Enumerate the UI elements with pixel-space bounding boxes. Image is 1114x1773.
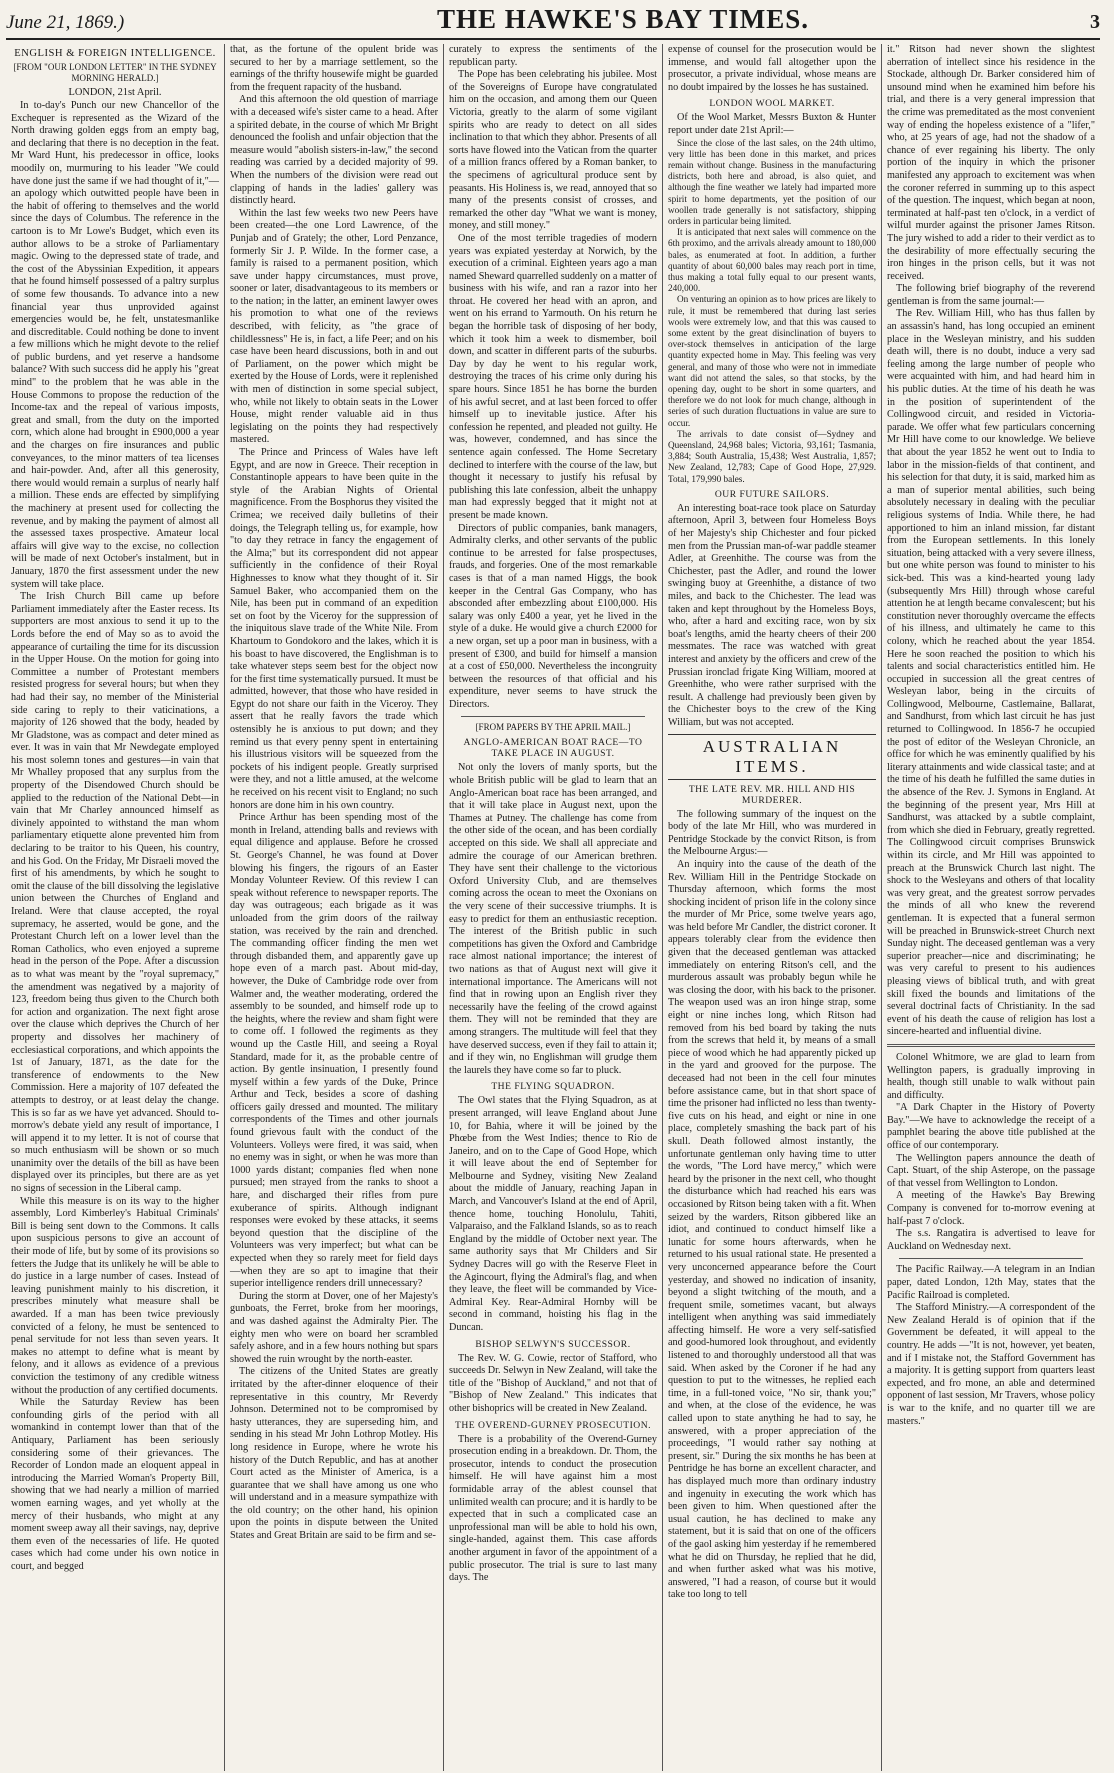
column-4 [663,44,882,1771]
article-paragraph: Of the Wool Market, Messrs Buxton & Hunter report under date 21st April:— [668,112,876,136]
divider [461,716,645,717]
article-heading: OUR FUTURE SAILORS. [714,488,830,500]
article-paragraph: The arrivals to date consist of—Sydney and Queensland, 24,968 bales; Victoria, 93,161; Tasmania, 3,884; South Australia, 15,438; West Australia, 1,857; New Zealand, 12,783; Cape of Good Hope, 27,929. Total, 179,990 bales. [668,428,876,484]
source-note: [FROM "OUR LONDON LETTER" IN THE SYDNEY MORNING HERALD.] [13,62,217,83]
article-paragraph: While this measure is on its way to the higher assembly, Lord Kimberley's Habitual Criminals' Bill is being sent down to the Commons. It calls upon suspicious persons to give an account of their mode of life, but by some of its provisions so fetters the Judge that its unlikely he will be able to do justice in a large number of cases. Instead of leaving punishment mainly to his discretion, it prescribes minutely what measure shall be awarded. If a man has been twice previously convicted of a felony, he must be sentenced to penal servitude for not less than seven years. It makes no attempt to define what is meant by felony, and it allows as evidence of a previous conviction the testimony of any credible witness without the production of any certified documents. [11,1195,219,1396]
article-paragraph: The following brief biography of the reverend gentleman is from the same journal:— [887,283,1095,307]
article-heading: THE LATE REV. MR. HILL AND HIS MURDERER. [688,783,856,806]
article-paragraph: The Prince and Princess of Wales have left Egypt, and are now in Greece. Their reception in Constantinople appears to have been quite in the style of the Arabian Nights of Oriental magnificence. From the Bosphorus they visited the Crimea; we received daily bulletins of their doings, the Telegraph telling us, for example, how "to day they retrace in fancy the engagement of the Alma;" but its correspondent did not appear sufficiently in the confidence of their Royal Highnesses to know what they thought of it. Sir Samuel Baker, who accompanied them on the Nile, has been put in command of an expedition set on foot by the Viceroy for the suppression of the iniquitous slave trade of the White Nile. From Khartoum to Gondokoro and the lakes, which it is his boast to have discovered, the Englishman is to take whatever steps seem best for the object now for the first time systematically pursued. It must be admitted, however, that those who have resided in Egypt do not share our faith in the Viceroy. They assert that he really favors the trade which ostensibly he is anxious to put down; and they remind us that every penny spent in entertaining his illustrious visitors will be squeezed from the pockets of his indigent people. Greatly surprised were they, and not a little amused, at the welcome he received on his recent visit to England; no such honors are done him in his own country. [230,447,438,811]
column-5 [882,44,1100,1771]
news-item: The s.s. Rangatira is advertised to leave for Auckland on Wednesday next. [887,1228,1095,1252]
article-paragraph: The Pope has been celebrating his jubilee. Most of the Sovereigns of Europe have congratulated him on the occasion, and among them our Queen Victoria, greatly to the alarm of some vigilant spirits who are ready to detect on all sides inclination to that which they abhor. Presents of all sorts have flowed into the Vatican from the quarter of a million francs offered by a Roman banker, to the specimens of agricultural produce sent by peasants. His Holiness is, we read, annoyed that so many of the presents consist of crosses, and remarked the other day "What we want is money, money, and still money." [449,69,657,232]
article-paragraph: it." Ritson had never shown the slightest aberration of intellect since his residence in the Stockade, although Dr. Barker considered him of unsound mind when he examined him before his trial, and there is a very general impression that the crime was premeditated as the most convenient way of ending the hopeless existence of a "lifer," who, at 25 years of age, had not the shadow of a chance of ever regaining his liberty. The only portion of the inquiry in which the prisoner manifested any approach to excitement was when the coroner referred in summing up to this aspect of the question. The inquest, which began at noon, terminated at half-past ten o'clock, in a verdict of wilful murder against the prisoner James Ritson. The jury wished to add a rider to their verdict as to the desirability of more effectually securing the iron hinges in the prison cells, but it was not received. [887,44,1095,282]
article-paragraph: The Owl states that the Flying Squadron, as at present arranged, will leave England about June 10, for Bahia, where it will be joined by the Phœbe from the West Indies; thence to Rio de Janeiro, and on to the Cape of Good Hope, which it will leave about the end of September for Melbourne and Sydney, visiting New Zealand about the middle of January, reaching Japan in March, and Vancouver's Island at the end of April, thence home, touching Honolulu, Tahiti, Valparaiso, and the Falkland Islands, so as to reach England by the middle of October next year. The same authority says that Mr Childers and Sir Sydney Dacres will go with the Reserve Fleet in the Agincourt, flying the Admiral's flag, and when they leave, the fleet will be commanded by Vice-Admiral Key. Rear-Admiral Hornby will be second in command, hoisting his flag in the Duncan. [449,1095,657,1333]
article-paragraph: The following summary of the inquest on the body of the late Mr Hill, who was murdered in Pentridge Stockade by the convict Ritson, is from the Melbourne Argus:— [668,808,876,858]
article-paragraph: One of the most terrible tragedies of modern years was expiated yesterday at Norwich, by the execution of a criminal. Eighteen years ago a man named Sheward quarrelled suddenly on a matter of business with his wife, and ran a razor into her throat. He covered her head with an apron, and went on his errand to Yarmouth. On his return he began the horrible task of disposing of her body, which it took him a week to dismember, boil down, and scatter in different parts of the suburbs. Day by day he went to his regular work, destroying the traces of his crime only during his spare hours. Since 1851 he has borne the burden of his awful secret, and at last been forced to offer himself up to inevitable justice. After his confession he repented, and pleaded not guilty. He was, however, condemned, and has since the sentence again confessed. The Home Secretary declined to interfere with the course of the law, but thought it necessary to justify his refusal by publishing this late confession, albeit the unhappy man had expressly begged that it might not at present be made known. [449,232,657,521]
article-heading: THE OVEREND-GURNEY PROSECUTION. [454,1419,652,1431]
source-note: [FROM PAPERS BY THE APRIL MAIL.] [475,722,631,733]
article-paragraph: Within the last few weeks two new Peers have been created—the one Lord Lawrence, of the Punjab and of Grately; the other, Lord Penzance, formerly Sir J. P. Wilde. In the former case, a family is raised to a permanent position, which save under happy circumstances, must prove, sooner or later, disadvantageous to its members or to the nation; in the latter, an eminent lawyer owes his promotion to what one of the reviews described, with felicity, as "the grace of childlessness" He is, in fact, a life Peer; and on his case have been heard discussions, both in and out of Parliament, on the power which might be exerted by the House of Lords, were it replenished with men of distinction in some special subject, who, while not likely to obtain seats in the Lower House, might render valuable aid in thus legislating on the points they had respectively mastered. [230,207,438,446]
section-heading: AUSTRALIAN ITEMS. [668,734,876,780]
article-heading: BISHOP SELWYN'S SUCCESSOR. [475,1338,631,1350]
article-paragraph: The Rev. William Hill, who has thus fallen by an assassin's hand, has long occupied an eminent place in the Wesleyan ministry, and his sudden death will, there is no doubt, induce a very sad feeling among the large number of people who were acquainted with him, and had heard him in his public duties. At the time of his death he was in the position of superintendent of the Collingwood circuit, and resided in Victoria-parade. We offer what few particulars concerning Mr Hill have come to our knowledge. We believe that about the year 1852 he went out to India to labor in the mission-fields of that continent, and his selection for that duty, it is said, marked him as a man of superior mental abilities, such being absolutely necessary in dealing with the peculiar religious systems of India. While there, he had apportioned to him an inland mission, far distant from the European settlements. In this lonely situation, being attacked with a very severe illness, but one white person was found to minister to his sick-bed. This was a kind-hearted young lady (subsequently Mrs Hill) through whose careful attention he at length became convalescent; but his constitution never thoroughly overcame the effects of his illness, and ultimately he came to this colony, which he reached about the year 1854. Here he soon reached the position to which his talents and social characteristics entitled him. He occupied in succession all the great centres of Wesleyan labor, being in the circuits of Collingwood, Melbourne, Castlemaine, Ballarat, and Sandhurst, from which last circuit he has just returned to Collingwood. In 1856-7 he occupied the post of editor of the Wesleyan Chronicle, an office for which he was eminently qualified by his literary attainments and wide classical taste; and at the time of his death he fulfilled the same duties in the absence of the Rev. J. Symons in England. At the beginning of the present year, Mrs Hill at Sandhurst, was attacked by a subtle complaint, from which she died in February, greatly regretted. The Collingwood circuit comprises Brunswick within its circle, and Mr Hill was appointed to preach at the Brunswick Church last night. The shock to the Wesleyans and others of that locality was very great, and the greatest sorrow pervades the minds of all who knew the reverend gentleman. It is expected that a funeral sermon will be preached in Brunswick-street Church next Sunday night. The deceased gentleman was a very superior preacher—nice and discriminating; he was very careful to present to his audiences pleasing views of biblical truth, and with great skill fixed the bounds and limitations of the several doctrinal facts of Christianity. In the sad event of his death the cause of religion has lost a sincere-hearted and influential divine. [887,308,1095,1038]
article-paragraph: In to-day's Punch our new Chancellor of the Exchequer is represented as the Wizard of the North drawing golden eggs from an empty bag, and declaring that there is no deception in the feat. Mr Ward Hunt, his predecessor in office, looks moodily on, murmuring to his leader "We could have done just the same if we had thought of it,"—an apology which outwitted people have been in the habit of offering to themselves and the world since the days of Columbus. The reference in the cartoon is to Mr Lowe's Budget, which even its author allows to be a stroke of Parliamentary magic. Owing to the depressed state of trade, and the cost of the Abyssinian Expedition, it appears that he found himself possessed of a paltry surplus of some few thousands. To advance into a new financial year thus unprovided against emergencies would be, he felt, unstatesmanlike and discreditable. Could nothing be done to invent a few millions which he might devote to the relief of public burdens, and yet reserve a handsome balance? With such success did he apply his "great mind" to the problem that he was able in the House Commons to propose the reduction of the Income-tax and the repeal of various imposts, great and small, from the duty on the imported corn, which alone had brought in £900,000 a year and the charges on fire insurances and public conveyances, to the minor matters of tea licenses and hair-powder. And, after all this generosity, there would would remain a surplus of nearly half a million. These ends are effected by simplifying the machinery at present used for collecting the revenue, and by making the payment of almost all the assessed taxes prospective. Amateur local affairs will give way to the excise, no collection will be made of next October's instalment, but in January, 1870 the first assessment under the new system will take place. [11,100,219,590]
article-paragraph: that, as the fortune of the opulent bride was secured to her by a marriage settlement, so the earnings of the thrifty housewife might be guarded from the frequent rapacity of the husband. [230,44,438,93]
article-paragraph: During the storm at Dover, one of her Majesty's gunboats, the Ferret, broke from her moorings, and was dashed against the Admiralty Pier. The eighty men who were on board her scrambled safely ashore, and in a few hours nothing but spars showed the ruin wrought by the north-easter. [230,1290,438,1365]
article-paragraph: Prince Arthur has been spending most of the month in Ireland, attending balls and reviews with equal diligence and applause. Before he crossed St. George's Channel, he was found at Dover blowing his fingers, the rigours of an Easter Monday Volunteer Review. Of this review I can speak without reference to newspaper reports. The day was outrageous; each brigade as it was unloaded from the grim doors of the railway station, was received by the rain and drenched. The commanding officer finding the men wet through disbanded them, and apparently gave up hope even of a march past. About mid-day, however, the Duke of Cambridge rode over from Walmer and, the weather moderating, ordered the assembly to be sounded, and himself rode up to the heights, where the review and sham fight were to come off. I followed the regiments as they wound up the Castle Hill, and seeing a Royal Standard, made for it, as the probable centre of action. By gentle insinuation, I presently found myself within a few yards of the Duke, Prince Arthur and Teck, besides a score of dashing officers gaily dressed and mounted. The military correspondents of the Times and other journals found grievous fault with the conduct of the Volunteers. Volleys were fired, it was said, when no enemy was in sight, or when he was more than 1000 yards distant; companies fled when none pursued; men strayed from the ranks to shoot a hare, and discharged their rifles from pure exuberance of spirits. Although indignant responses were evoked by these attacks, it seems beyond question that the discipline of the Volunteers was very imperfect; but what can be expected when they so rarely meet for field days—when they are so apt to imagine that their superior intelligence renders drill unnecessary? [230,812,438,1290]
article-heading: ANGLO-AMERICAN BOAT RACE—TO TAKE PLACE IN AUGUST. [463,737,643,760]
divider [887,1044,1095,1047]
article-paragraph: Not only the lovers of manly sports, but the whole British public will be glad to learn that an Anglo-American boat race has been arranged, and that it will take place in August next, upon the Thames at Putney. The challenge has come from the other side of the ocean, and has been cordially accepted on this side. We shall all appreciate and admire the courage of our American brethren. They have sent their challenge to the victorious Oxford University Club, and are themselves coming across the ocean to meet the Oxonians on the very scene of their successive triumphs. It is easy to predict for them an enthusiastic reception. The interest of the British public in such competitions has given the Oxford and Cambridge race almost national importance; the interest of two nations as that of August next will give it international importance. The Americans will not find that in rowing upon an English river they necessarily have the feeling of the crowd against them. They will not be reminded that they are among strangers. The multitude will feel that they have deserved success, even if they fail to attain it; and if they win, no Englishman will grudge them the laurels they have come so far to pluck. [449,762,657,1076]
article-heading: THE FLYING SQUADRON. [491,1081,615,1093]
news-item: The Wellington papers announce the death of Capt. Stuart, of the ship Asterope, on the passage of that vessel from Wellington to London. [887,1152,1095,1189]
article-paragraph: An interesting boat-race took place on Saturday afternoon, April 3, between four Homeless Boys of her Majesty's ship Chichester and four picked men from the Prussian man-of-war paddle steamer Adler, at Greenhithe. The course was from the Chichester, past the Adler, and round the lower swinging buoy at Greenhithe, a distance of two miles, and back to the Chichester. The lead was taken and kept throughout by the Homeless Boys, who, after a hard and exciting race, won by six boat's lengths, amid the hearty cheers of their 200 messmates. The race was watched with great interest and anxiety by the officers and crew of the Prussian ironclad frigate King William, moored at Greenhithe, who were rather surprised with the result. A challenge had previously been given by the Chichester boys to the crew of the King William, but was not accepted. [668,502,876,728]
section-heading: ENGLISH & FOREIGN INTELLIGENCE. [14,48,216,59]
divider [899,1258,1083,1259]
article-paragraph: Since the close of the last sales, on the 24th ultimo, very little has been done in this market, and prices remain without change. Business in the manufacturing districts, both here and abroad, is also quiet, and although the fine weather we lately had imparted more spirit to home departments, yet the position of our woollen trade generally is not satisfactory, shipping orders in particular being limited. [668,137,876,226]
dateline: LONDON, 21st April. [68,87,162,98]
newspaper-title: THE HAWKE'S BAY TIMES. [436,4,810,34]
article-paragraph: An inquiry into the cause of the death of the Rev. William Hill in the Pentridge Stockade on Thursday afternoon, which forms the most shocking incident of prison life in the colony since the murder of Mr Price, some twelve years ago, was held before Mr Candler, the district coroner. It appears tolerably clear from the evidence then given that the deceased gentleman was attacked immediately on entering Ritson's cell, and the murderous assault was probably begun while he was closing the door, with his back to the prisoner. The weapon used was an iron hinge strap, some eight or nine inches long, which Ritson had removed from his bed board by taking the nuts from the screws that held it, by means of a small piece of wood which he had apparently picked up in the yard and grooved for the purpose. The deceased had not been in the cell four minutes before assistance came, but in that short space of time the prisoner had inflicted no less than twenty-five cuts on his head, and eight or nine in one place, completely smashing the back part of his skull. Death followed almost instantly, the unfortunate gentleman only having time to utter the words, "The Lord have mercy," which were heard by the prisoner in the next cell, who thought the disturbance which had reached his ears was occasioned by Ritson being taken with a fit. When seized by the warders, Ritson gibbered like an idiot, and continued to conduct himself like a lunatic for some hours afterwards, when he returned to his usual rational state. He presented a very unconcerned appearance before the Court yesterday, and showed no indication of insanity, beyond a slight twitching of the mouth, and a frequent smile, sometimes vacant, but always intelligent when anything was said immediately affecting himself. He wore a very self-satisfied and good-humored look throughout, and evidently listened to and thoroughly understood all that was said. When asked by the Coroner if he had any question to put to the witnesses, he replied each time, in a full-toned voice, "No sir, thank you;" and when, at the close of the evidence, he was called upon to state anything he had to say, he answered, with a proper appreciation of the proceedings, "I would rather say nothing at present, sir." During the six months he has been at Pentridge he has borne an excellent character, and has displayed much more than ordinary industry and ingenuity in executing the work which has been given to him. When questioned after the usual caution, he has declined to make any statement, but it is said that on one of the officers of the gaol asking him yesterday if he remembered what he did on Thursday, he replied that he did, and when further asked what was his motive, answered, "I had a reason, of course but it would take too long to tell [668,858,876,1601]
news-item: Colonel Whitmore, we are glad to learn from Wellington papers, is gradually improving in health, though still unable to walk without pain and difficulty. [887,1051,1095,1101]
article-paragraph: While the Saturday Review has been confounding girls of the period with all womankind in contempt lower than that of the Antiquary, Parliament has been seriously considering some of their grievances. The Recorder of London made an eloquent appeal in introducing the Married Woman's Property Bill, showing that we had nearly a million of married women earning wages, and yet wholly at the mercy of their husbands, who might at any moment sweep away all their savings, nay, deprive them even of the necessaries of life. He quoted cases which had come under his own notice in court, and begged [11,1397,219,1572]
article-paragraph: The Irish Church Bill came up before Parliament immediately after the Easter recess. Its supporters are most anxious to send it up to the Lords before the end of May so as to avoid the appearance of curtailing the time for its discussion in the Upper House. On the motion for going into Committee a number of Protestant members resisted progress for several hours; but when they had had their say, no member of the Ministerial side caring to reply to their vaticinations, a majority of 126 showed that the body, headed by Mr Gladstone, was as compact and deter mined as ever. It was in vain that Mr Newdegate employed his most solemn tones and gestures—in vain that Mr Whalley proposed that any surplus from the property of the Disendowed Church should be applied to the reduction of the National Debt—in vain that Mr Charley announced himself as divinely appointed to withstand the man whom parliamentary etiquette alone prevented him from declaring to be traitor to his Queen, his country, and his God. On the Friday, Mr Disraeli moved the first of his amendments, by which he sought to omit the clause of the bill dissolving the legislative union between the Churches of England and Ireland. Were that clause accepted, the royal supremacy, he asserted, would be gone, and the Protestant Church left on a lower level than the Roman Catholics, who even enjoyed a supreme head in the person of the Pope. After a discussion as to what was meant by the "royal supremacy," the amendment was negatived by a majority of 123, freedom being thus given to the Church both for action and organization. The next fight arose over the clause which deprives the Church of her property and dissolves her machinery of ecclesiastical corporations, and which appoints the 1st of January, 1871, as the date for the transference of endowments to the New Commission. Here a majority of 107 defeated the attempts to destroy, or at least delay the change. This is so far as we have yet advanced. Should to-morrow's debate yield any result of importance, I will append it to my letter. It is not of course that so much enthusiasm will be shown or so much unanimity over the details of the bill as have been displayed over its principles, but there are as yet no signs of secession in the Liberal camp. [11,591,219,1195]
article-paragraph: It is anticipated that next sales will commence on the 6th proximo, and the arrivals already amount to 180,000 bales, as enumerated at foot. In addition, a further quantity of about 60,000 bales may reach port in time, thus making a total fully equal to our present wants, 240,000. [668,227,876,294]
page-number: 3 [1090,11,1100,33]
article-paragraph: Directors of public companies, bank managers, Admiralty clerks, and other servants of the public continue to be arrested for false prospectuses, frauds, and forgeries. One of the most remarkable cases is that of a man named Higgs, the book keeper in the Central Gas Company, who has absconded after embezzling about £100,000. His salary was only £400 a year, yet he lived in the style of a duke. He would give a church £2000 for a new organ, set up a poor man in business, with a present of £300, and build for himself a mansion at a cost of £50,000. Nevertheless the incongruity between the resources of that official and his expenditure, never seems to have struck the Directors. [449,522,657,710]
article-heading: LONDON WOOL MARKET. [709,98,835,110]
column-2 [225,44,444,1771]
column-1 [6,44,225,1771]
article-paragraph: On venturing an opinion as to how prices are likely to rule, it must be remembered that during last series wools were extremely low, and that this was caused to some extent by the great disinclination of buyers to over-stock themselves in anticipation of the large quantity expected home in May. This feeling was very general, and many of those who were not in immediate want did not attend the sales, so that stocks, by the opening day, ought to be short in some quarters, and therefore we do not look for much change, although in series of such duration fluctuations in value are sure to occur. [668,294,876,428]
article-paragraph: curately to express the sentiments of the republican party. [449,44,657,68]
issue-date: June 21, 1869.) [6,12,125,33]
news-item: A meeting of the Hawke's Bay Brewing Company is convened for to-morrow evening at half-past 7 o'clock. [887,1190,1095,1227]
column-3 [444,44,663,1771]
article-paragraph: expense of counsel for the prosecution would be immense, and would fall altogether upon the prosecutor, a private individual, whose means are no doubt impaired by the losses he has sustained. [668,44,876,93]
article-paragraph: And this afternoon the old question of marriage with a deceased wife's sister came to a head. After a spirited debate, in the course of which Mr Bright denounced the foolish and unfair objection that the measure would "abolish sisters-in-law," the second reading was carried by a decided majority of 99. When the numbers of the division were read out clapping of hands in the ladies' gallery was distinctly heard. [230,94,438,207]
news-item: The Stafford Ministry.—A correspondent of the New Zealand Herald is of opinion that if the Government be defeated, it will appeal to the country. He adds —"It is not, however, yet beaten, and if I mistake not, the Stafford Government has a majority. It is getting support from quarters least expected, and fro mone, an able and determined opponent of last session, Mr Travers, whose policy is war to the knife, and no quarter till we are masters." [887,1302,1095,1427]
news-item: "A Dark Chapter in the History of Poverty Bay."—We have to acknowledge the receipt of a pamphlet bearing the above title published at the office of our contemporary. [887,1102,1095,1152]
news-item: The Pacific Railway.—A telegram in an Indian paper, dated London, 12th May, states that the Pacific Railroad is completed. [887,1264,1095,1301]
article-paragraph: The Rev. W. G. Cowie, rector of Stafford, who succeeds Dr. Selwyn in New Zealand, will take the title of the "Bishop of Auckland," and not that of "Bishop of New Zealand." This indicates that other bishoprics will be created in New Zealand. [449,1352,657,1414]
masthead [6,4,1100,40]
columns [6,44,1100,1771]
article-paragraph: There is a probability of the Overend-Gurney prosecution ending in a breakdown. Dr. Thom, the prosecutor, intends to conduct the prosecution himself. He will have against him a most formidable array of the ablest counsel that unlimited wealth can procure; and it is hardly to be expected that in such a complicated case an unprofessional man will be able to hold his own, single-handed, against them. This case affords another argument in favor of the appointment of a public prosecutor. The trial is sure to last many days. The [449,1433,657,1584]
article-paragraph: The citizens of the United States are greatly irritated by the after-dinner eloquence of their representative in this country, Mr Reverdy Johnson. Determined not to be compromised by hasty utterances, they are superseding him, and sending in his stead Mr John Lothrop Motley. His long residence in Europe, where he wrote his history of the Dutch Republic, and has at another Court acted as the Minister of America, is a guarantee that we shall have among us one who will understand and in a measure sympathize with the old country; on the other hand, his opinion upon the points in dispute between the United States and Great Britain are said to be firm and se- [230,1366,438,1542]
